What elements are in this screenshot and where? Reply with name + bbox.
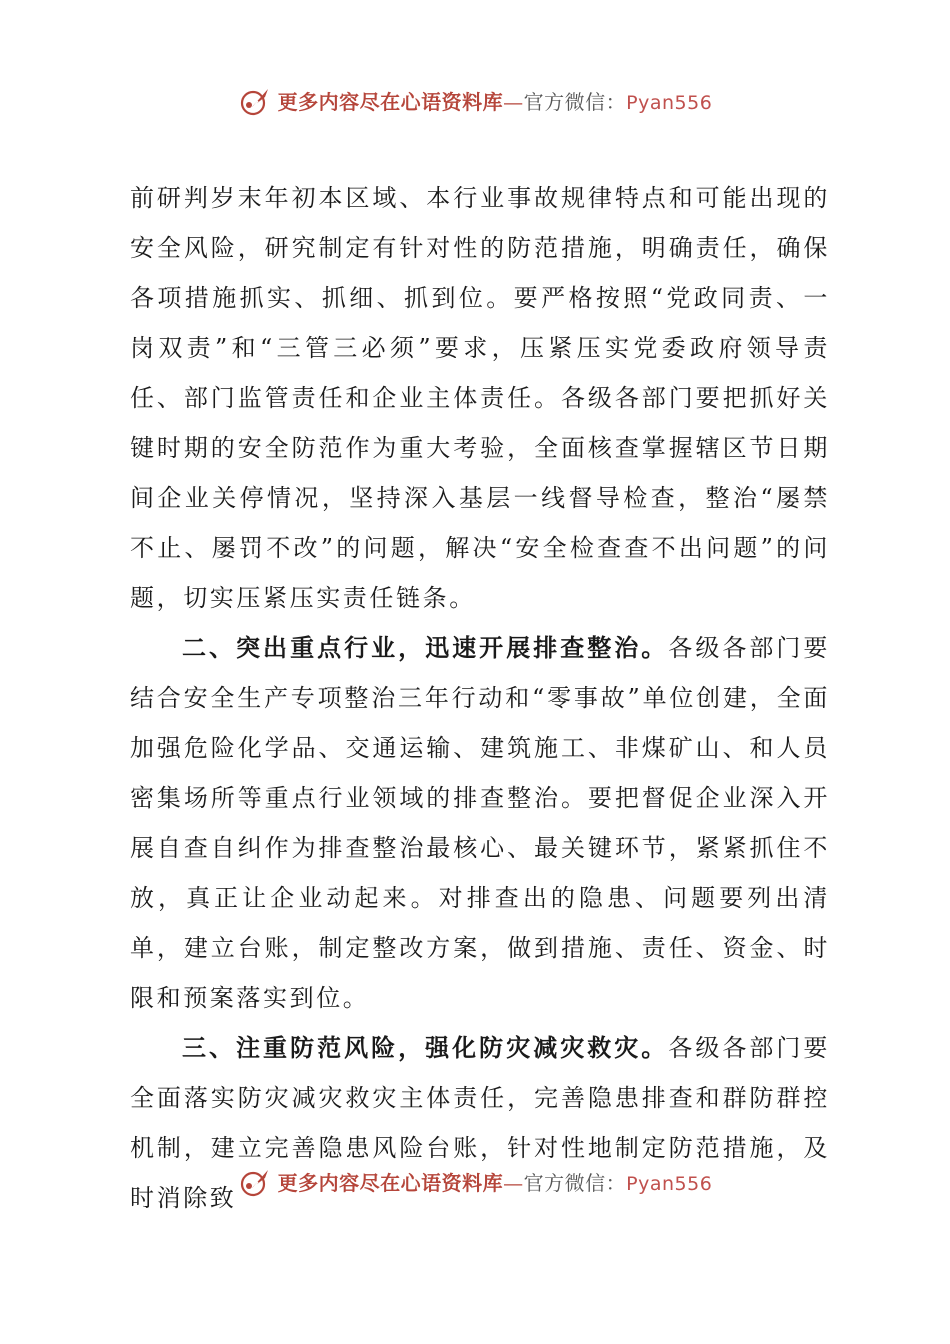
header-banner (0, 82, 950, 122)
footer-banner (0, 1163, 950, 1203)
paragraph-text: 各级各部门要全面落实防灾减灾救灾主体责任，完善隐患排查和群防群控机制，建立完善隐患风险台账，针对性地制定防范措施，及时消除致 (130, 1034, 830, 1212)
banner-text (278, 1163, 713, 1204)
quill-pen-logo-icon (238, 85, 272, 119)
banner-wechat-label: 官方微信： (523, 1170, 627, 1195)
section-heading: 二、突出重点行业，迅速开展排查整治。 (182, 633, 669, 662)
banner-wechat-id: Pyan556 (626, 1172, 713, 1195)
banner-site-text: 更多内容尽在心语资料库 (277, 1170, 504, 1195)
paragraph-text: 各级各部门要结合安全生产专项整治三年行动和“零事故”单位创建，全面加强危险化学品、交通运输、建筑施工、非煤矿山、和人员密集场所等重点行业领域的排查整治。要把督促企业深入开展自查自纠作为排查整治最核心、最关键环节，紧紧抓住不放，真正让企业动起来。对排查出的隐患、问题要列出清单，建立台账，制定整改方案，做到措施、责任、资金、时限和预案落实到位。 (130, 634, 830, 1012)
banner-site-text: 更多内容尽在心语资料库 (277, 89, 504, 114)
quill-pen-logo-icon (238, 1166, 272, 1200)
paragraph-text: 前研判岁末年初本区域、本行业事故规律特点和可能出现的安全风险，研究制定有针对性的防范措施，明确责任，确保各项措施抓实、抓细、抓到位。要严格按照“党政同责、一岗双责”和“三管三必须”要求，压紧压实党委政府领导责任、部门监管责任和企业主体责任。各级各部门要把抓好关键时期的安全防范作为重大考验，全面核查掌握辖区节日期间企业关停情况，坚持深入基层一线督导检查，整治“屡禁不止、屡罚不改”的问题，解决“安全检查查不出问题”的问题，切实压紧压实责任链条。 (130, 184, 830, 612)
banner-separator: — (503, 89, 524, 114)
banner-separator: — (503, 1170, 524, 1195)
banner-wechat-label: 官方微信： (523, 89, 627, 114)
document-body (130, 173, 830, 1223)
banner-wechat-id: Pyan556 (626, 91, 713, 114)
paragraph (130, 623, 830, 1023)
banner-text (278, 82, 713, 123)
section-heading: 三、注重防范风险，强化防灾减灾救灾。 (182, 1033, 669, 1062)
paragraph (130, 173, 830, 623)
